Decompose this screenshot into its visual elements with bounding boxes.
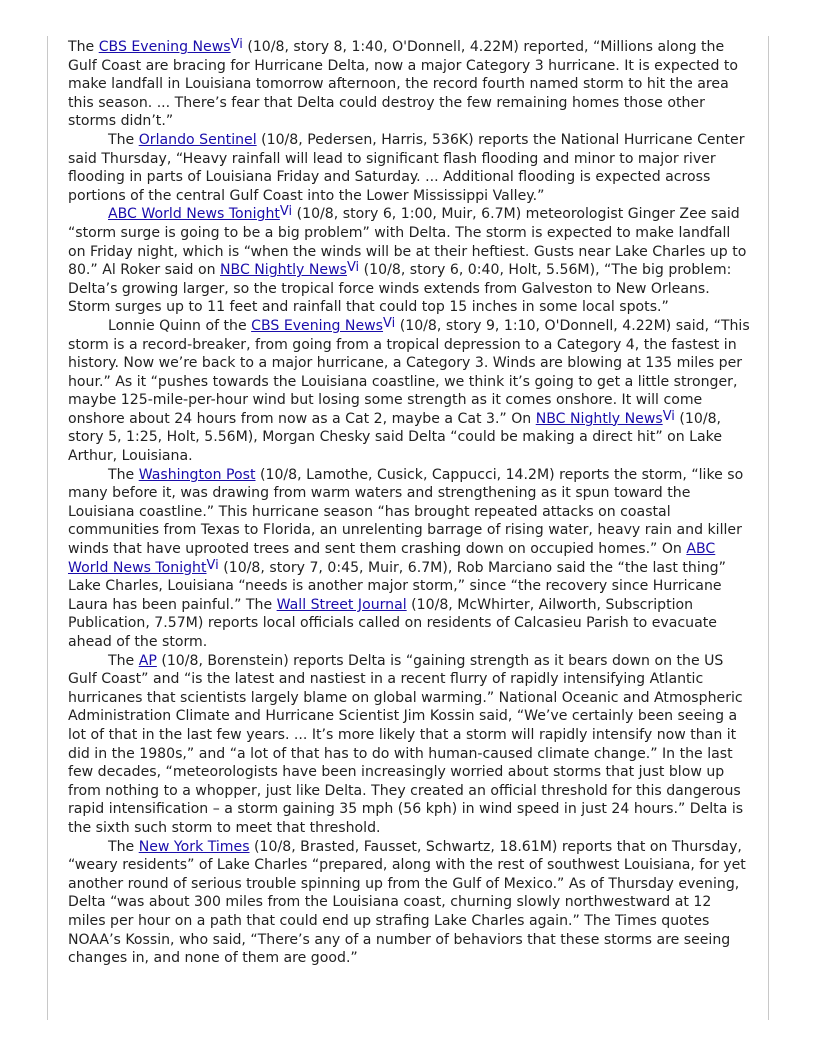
paragraph [68, 131, 750, 205]
source-link[interactable]: Orlando Sentinel [138, 131, 257, 148]
article-body [68, 38, 750, 968]
paragraph-text: (10/8, Lamothe, Cusick, Cappucci, 14.2M) reports the storm, “like so many before it, was drawing from warm waters and strengthening as it spun toward the Louisiana coastline.” This hurricane season “has brought repeated attacks on coastal communities from Texas to Florida, an unrelenting barrage of rising water, heavy rain and killer winds that have uprooted trees and sent them crashing down on occupied homes.” On [68, 466, 744, 558]
source-link[interactable]: CBS Evening News [251, 317, 384, 334]
paragraph [68, 838, 750, 968]
paragraph [68, 38, 750, 131]
source-link[interactable]: ABC World News Tonight [68, 541, 716, 576]
paragraph [68, 205, 750, 317]
source-link[interactable]: NBC Nightly News [219, 262, 347, 279]
source-link[interactable]: Washington Post [138, 466, 256, 483]
paragraph-text: (10/8, story 8, 1:40, O'Donnell, 4.22M) reported, “Millions along the Gulf Coast are bracing for Hurricane Delta, now a major Category 3 hurricane. It is expected to make landfall in Louisiana tomorrow afternoon, the record fourth named storm to hit the area this season. ... There’s fear that Delta could destroy the few remaining homes those other storms didn’t.” [68, 39, 739, 130]
paragraph-text: (10/8, Brasted, Fausset, Schwartz, 18.61M) reports that on Thursday, “weary residents” of Lake Charles “prepared, along with the rest of southwest Louisiana, for yet another round of serious trouble spinning up from the Gulf of Mexico.” As of Thursday evening, Delta “was about 300 miles from the Louisiana coast, churning slowly northwestward at 12 miles per hour on a path that could end up strafing Lake Charles again.” The Times quotes NOAA’s Kossin, who said, “There’s any of a number of behaviors that these storms are seeing changes in, and none of them are good.” [68, 838, 746, 967]
source-link[interactable]: Wall Street Journal [276, 596, 407, 613]
paragraph-text: Lonnie Quinn of the [108, 317, 252, 334]
video-marker[interactable]: Vi [383, 315, 396, 331]
paragraph-text: (10/8, Borenstein) reports Delta is “gaining strength as it bears down on the US Gulf Coast” and “is the latest and nastiest in a recent flurry of rapidly intensifying Atlantic hurricanes that scientists largely blame on global warming.” National Oceanic and Atmospheric Administration Climate and Hurricane Scientist Jim Kossin said, “We’ve certainly been seeing a lot of that in the last few years. ... It’s more likely that a storm will rapidly intensify now than it did in the 1980s,” and “a lot of that has to do with human-caused climate change.” In the last few decades, “meteorologists have been increasingly worried about storms that just blow up from nothing to a whopper, just like Delta. They created an official threshold for this dangerous rapid intensification – a storm gaining 35 mph (56 kph) in wind speed in just 24 hours.” Delta is the sixth such storm to meet that threshold. [68, 652, 744, 836]
source-link[interactable]: NBC Nightly News [535, 410, 663, 427]
video-marker[interactable]: Vi [346, 260, 360, 276]
paragraph-text: The [108, 838, 139, 855]
paragraph-text: The [108, 466, 139, 483]
source-link[interactable]: AP [138, 652, 157, 669]
paragraph [68, 317, 750, 466]
paragraph-text: (10/8, story 9, 1:10, O'Donnell, 4.22M) said, “This storm is a record-breaker, from going from a tropical depression to a Category 4, the fastest in history. Now we’re back to a major hurricane, a Category 3. Winds are blowing at 135 miles per hour.” As it “pushes towards the Louisiana coastline, we think it’s going to get a little stronger, maybe 125-mile-per-hour wind but losing some strength as it comes onshore. It will come onshore about 24 hours from now as a Cat 2, maybe a Cat 3.” On [68, 317, 750, 427]
paragraph-text: (10/8, story 6, 1:00, Muir, 6.7M) meteorologist Ginger Zee said “storm surge is going to be a big problem” with Delta. The storm is expected to make landfall on Friday night, which is “when the winds will be at their heftiest. Gusts near Lake Charles up to 80.” Al Roker said on [68, 206, 747, 279]
paragraph-text: (10/8, story 5, 1:25, Holt, 5.56M), Morgan Chesky said Delta “could be making a direct hit” on Lake Arthur, Louisiana. [68, 410, 723, 465]
source-link[interactable]: CBS Evening News [98, 39, 231, 55]
paragraph-text: (10/8, Pedersen, Harris, 536K) reports the National Hurricane Center said Thursday, “Heavy rainfall will lead to significant flash flooding and minor to major river flooding in parts of Louisiana Friday and Saturday. ... Additional flooding is expected across portions of the central Gulf Coast into the Lower Mississippi Valley.” [68, 131, 745, 204]
video-marker[interactable]: Vi [279, 204, 293, 220]
paragraph-text: The [108, 652, 139, 669]
paragraph-text: (10/8, McWhirter, Ailworth, Subscription Publication, 7.57M) reports local officials called on residents of Calcasieu Parish to evacuate ahead of the storm. [68, 596, 717, 650]
video-marker[interactable]: Vi [206, 557, 219, 573]
paragraph-text: The [68, 39, 99, 55]
source-link[interactable]: ABC World News Tonight [108, 206, 280, 223]
paragraph-text: (10/8, story 6, 0:40, Holt, 5.56M), “The big problem: Delta’s growing larger, so the tropical force winds extends from Galveston to New Orleans. Storm surges up to 11 feet and rainfall that could top 15 inches in some local spots.” [68, 262, 732, 316]
paragraph [68, 466, 750, 652]
paragraph [68, 652, 750, 838]
video-marker[interactable]: Vi [230, 37, 243, 52]
source-link[interactable]: New York Times [138, 838, 250, 855]
video-marker[interactable]: Vi [662, 408, 675, 424]
paragraph-text: The [108, 131, 139, 148]
paragraph-text: (10/8, story 7, 0:45, Muir, 6.7M), Rob Marciano said the “the last thing” Lake Charles, Louisiana “needs is another major storm,” since “the recovery since Hurricane Laura has been painful.” The [68, 559, 726, 613]
